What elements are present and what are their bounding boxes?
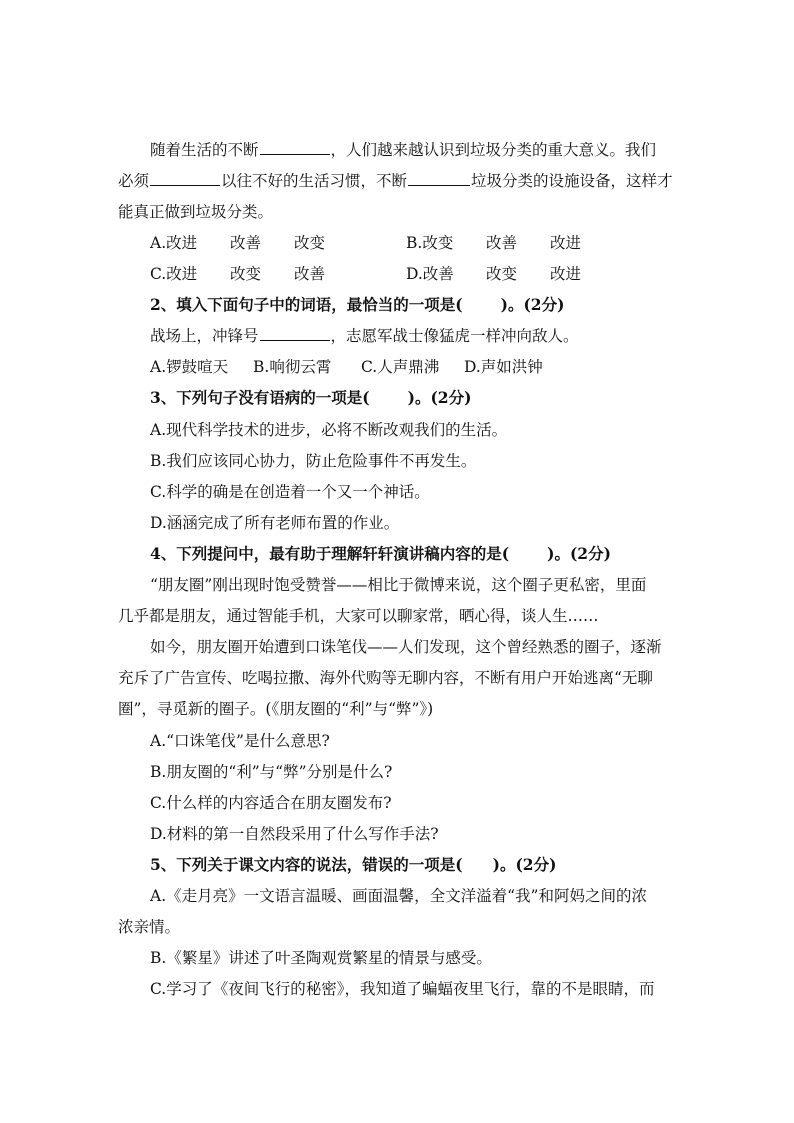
option-a-word-3: 改变 — [294, 234, 326, 252]
q1-passage-line-1 — [0, 140, 794, 160]
q4-option-c: C.什么样的内容适合在朋友圈发布? — [150, 794, 392, 812]
option-d-word-2: 改变 — [486, 265, 518, 283]
question-text: 5、下列关于课文内容的说法，错误的一项是( — [150, 855, 463, 874]
q4-passage-p1-line-2: 几乎都是朋友，通过智能手机，大家可以聊家常，晒心得，谈人生…… — [118, 607, 599, 625]
q4-option-b: B.朋友圈的“利”与“弊”分别是什么? — [150, 763, 393, 781]
q5-option-b: B.《繁星》讲述了叶圣陶观赏繁星的情景与感受。 — [150, 949, 492, 967]
question-score: )。(2分) — [547, 544, 611, 563]
q4-option-a: A.“口诛笔伐”是什么意思? — [150, 732, 330, 750]
option-c-word-2: 改变 — [230, 265, 262, 283]
option-c-word-3: 改善 — [294, 265, 326, 283]
q4-passage-p1-line-1: “朋友圈”刚出现时饱受赞誉——相比于微博来说，这个圈子更私密，里面 — [150, 576, 647, 594]
option-d: D.声如洪钟 — [464, 358, 543, 376]
answer-blank — [408, 171, 470, 186]
q5-option-a-line-2: 浓亲情。 — [118, 918, 181, 936]
q1-options-row-1 — [0, 233, 794, 253]
q4-passage-p2-line-1: 如今，朋友圈开始遭到口诛笔伐——人们发现，这个曾经熟悉的圈子，逐渐 — [150, 638, 662, 656]
option-a-word-2: 改善 — [230, 234, 262, 252]
answer-blank — [150, 171, 220, 186]
question-score: )。(2分) — [407, 388, 472, 407]
q5-title — [0, 855, 794, 875]
q5-option-a-line-1: A.《走月亮》一文语言温暖、画面温馨，全文洋溢着“我”和阿妈之间的浓 — [150, 887, 647, 905]
option-c: C.人声鼎沸 — [361, 358, 440, 376]
q1-passage-line-2 — [0, 171, 794, 191]
question-text: 3、下列句子没有语病的一项是( — [150, 388, 370, 407]
question-score: )。(2分) — [492, 855, 557, 874]
answer-blank — [260, 140, 330, 155]
option-c: C.改进 — [150, 265, 198, 283]
question-score: )。(2分) — [500, 295, 565, 314]
option-d-word-3: 改进 — [550, 265, 582, 283]
q3-option-c: C.科学的确是在创造着一个又一个神话。 — [150, 483, 430, 501]
option-b-word-3: 改进 — [550, 234, 582, 252]
passage-text: 随着生活的不断 — [150, 141, 259, 159]
q1-options-row-2 — [0, 264, 794, 284]
q2-title — [0, 295, 794, 315]
passage-text: 能真正做到垃圾分类。 — [118, 203, 274, 221]
option-a: A.锣鼓喧天 — [150, 358, 229, 376]
q3-option-a: A.现代科学技术的进步，必将不断改观我们的生活。 — [150, 421, 508, 439]
q4-passage-p2-line-3: 圈”，寻觅新的圈子。(《朋友圈的“利”与“弊”》) — [118, 700, 434, 718]
passage-text: ，人们越来越认识到垃圾分类的重大意义。我们 — [330, 141, 657, 159]
option-d: D.改善 — [406, 265, 454, 283]
sentence-text: ，志愿军战士像猛虎一样冲向敌人。 — [330, 327, 579, 345]
question-text: 4、下列提问中，最有助于理解轩轩演讲稿内容的是( — [150, 544, 510, 563]
q2-options — [0, 357, 794, 377]
option-b: B.响彻云霄 — [253, 358, 332, 376]
q5-option-c: C.学习了《夜间飞行的秘密》，我知道了蝙蝠夜里飞行，靠的不是眼睛，而 — [150, 980, 655, 998]
option-a: A.改进 — [150, 234, 198, 252]
option-b-word-2: 改善 — [486, 234, 518, 252]
question-text: 2、填入下面句子中的词语，最恰当的一项是( — [150, 295, 463, 314]
q3-option-d: D.涵涵完成了所有老师布置的作业。 — [150, 514, 400, 532]
q3-title — [0, 388, 794, 408]
passage-text: 必须 — [118, 172, 150, 190]
option-b: B.改变 — [406, 234, 454, 252]
passage-text: 垃圾分类的设施设备，这样才 — [471, 172, 673, 190]
q3-option-b: B.我们应该同心协力，防止危险事件不再发生。 — [150, 452, 477, 470]
q4-passage-p2-line-2: 充斥了广告宣传、吃喝拉撒、海外代购等无聊内容，不断有用户开始逃离“无聊 — [118, 669, 653, 687]
answer-blank — [260, 326, 330, 341]
passage-text: 以往不好的生活习惯，不断 — [221, 172, 408, 190]
q4-title — [0, 544, 794, 564]
q2-sentence — [0, 326, 794, 346]
q1-passage-line-3 — [0, 202, 794, 222]
q4-option-d: D.材料的第一自然段采用了什么写作手法? — [150, 825, 439, 843]
sentence-text: 战场上，冲锋号 — [150, 327, 259, 345]
